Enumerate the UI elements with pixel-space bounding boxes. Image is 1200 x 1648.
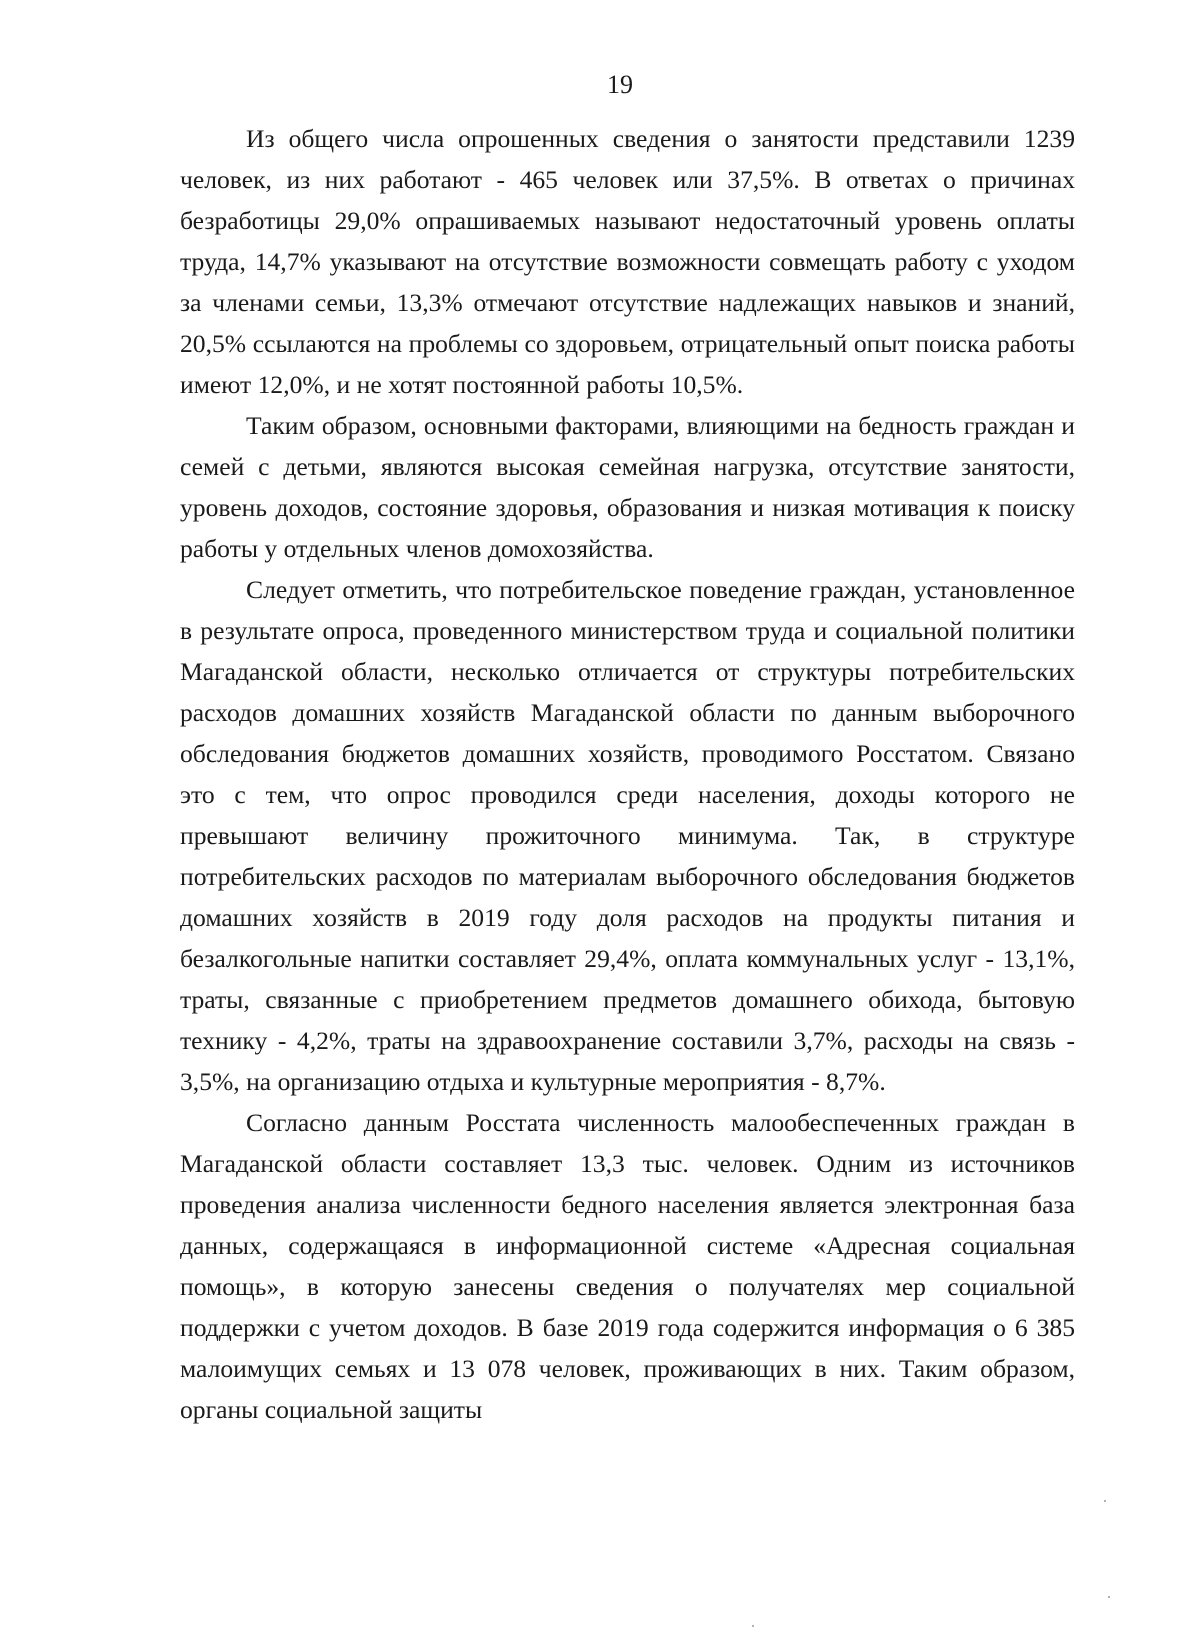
paragraph-employment: Из общего числа опрошенных сведения о занятости представили 1239 человек, из них работают - 465 человек или 37,5%. В ответах о причинах безработицы 29,0% опрашиваемых называют недостаточный уровень оплаты труда, 14,7% указывают на отсутствие возможности совмещать работу с уходом за членами семьи, 13,3% отмечают отсутствие надлежащих навыков и знаний, 20,5% ссылаются на проблемы со здоровьем, отрицательный опыт поиска работы имеют 12,0%, и не хотят постоянной работы 10,5%. (180, 124, 1075, 399)
paragraph-consumer-behavior: Следует отметить, что потребительское поведение граждан, установленное в результате опроса, проведенного министерством труда и социальной политики Магаданской области, несколько отличается от структуры потребительских расходов домашних хозяйств Магаданской области по данным выборочного обследования бюджетов домашних хозяйств, проводимого Росстатом. Связано это с тем, что опрос проводился среди населения, доходы которого не превышают величину прожиточного минимума. Так, в структуре потребительских расходов по материалам выборочного обследования бюджетов домашних хозяйств в 2019 году доля расходов на продукты питания и безалкогольные напитки составляет 29,4%, оплата коммунальных услуг - 13,1%, траты, связанные с приобретением предметов домашнего обихода, бытовую технику - 4,2%, траты на здравоохранение составили 3,7%, расходы на связь - 3,5%, на организацию отдыха и культурные мероприятия - 8,7%. (180, 575, 1075, 1096)
scan-speck (1104, 1500, 1106, 1502)
paragraph-poverty-factors: Таким образом, основными факторами, влияющими на бедность граждан и семей с детьми, являются высокая семейная нагрузка, отсутствие занятости, уровень доходов, состояние здоровья, образования и низкая мотивация к поиску работы у отдельных членов домохозяйства. (180, 411, 1075, 563)
body-text (180, 118, 1075, 1430)
scan-speck (1108, 1596, 1110, 1598)
scan-speck (752, 1625, 754, 1627)
paragraph-low-income-statistics: Согласно данным Росстата численность малообеспеченных граждан в Магаданской области составляет 13,3 тыс. человек. Одним из источников проведения анализа численности бедного населения является электронная база данных, содержащаяся в информационной системе «Адресная социальная помощь», в которую занесены сведения о получателях мер социальной поддержки с учетом доходов. В базе 2019 года содержится информация о 6 385 малоимущих семьях и 13 078 человек, проживающих в них. Таким образом, органы социальной защиты (180, 1108, 1075, 1424)
page-number: 19 (607, 70, 633, 99)
